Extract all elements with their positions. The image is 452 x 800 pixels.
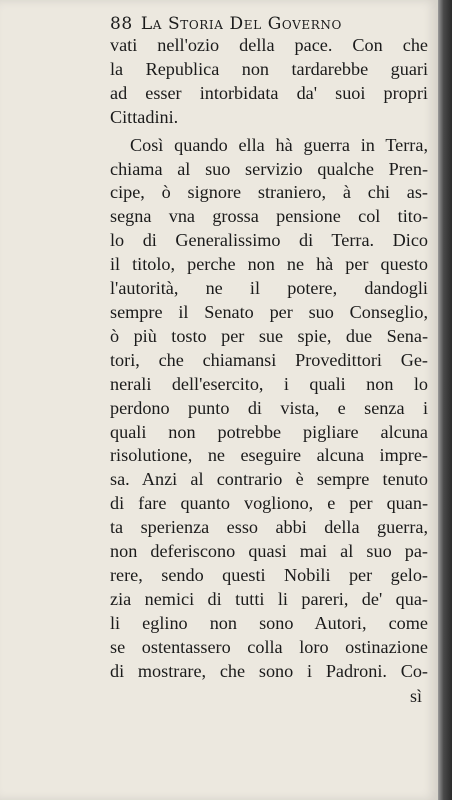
text-line: non deferiscono quasi mai al suo pa- [110,541,428,562]
text-block [110,14,428,707]
text-line: ad esser intorbidata da' suoi propri [110,82,428,103]
text-line: chiama al suo servizio qualche Pren- [110,158,428,179]
text-line: rere, sendo questi Nobili per gelo- [110,564,428,585]
text-line: di fare quanto vogliono, e per quan- [110,493,428,514]
text-line: tori, che chiamansi Provedittori Ge- [110,349,428,370]
text-line: Così quando ella hà guerra in Terra, [130,134,428,155]
text-line: lo di Generalissimo di Terra. Dico [110,230,428,251]
text-line: quali non potrebbe pigliare alcuna [110,421,428,442]
text-line: risolutione, ne eseguire alcuna impre- [110,445,428,466]
text-line: se ostentassero colla loro ostinazione [110,636,428,657]
text-line: sempre il Senato per suo Conseglio, [110,301,428,322]
text-line: il titolo, perche non ne hà per questo [110,254,428,275]
running-head [110,14,428,34]
text-line: perdono punto di vista, e senza i [110,397,428,418]
paragraph-2 [110,134,428,684]
text-line: nerali dell'esercito, i quali non lo [110,373,428,394]
text-line: la Republica non tardarebbe guari [110,58,428,79]
text-line: ò più tosto per sue spie, due Sena- [110,325,428,346]
catchword: sì [409,686,422,707]
text-line: li eglino non sono Autori, come [110,612,428,633]
text-line: l'autorità, ne il potere, dandogli [110,278,428,299]
text-line: zia nemici di tutti li pareri, de' qua- [110,588,428,609]
text-line: vati nell'ozio della pace. Con che [110,35,428,55]
text-line: ta sperienza esso abbi della guerra, [110,517,428,538]
paragraph-1 [110,34,428,130]
page-edge-shadow [438,0,452,800]
text-line: sa. Anzi al contrario è sempre tenuto [110,469,428,490]
text-line: di mostrare, che sono i Padroni. Co- [110,660,428,681]
page-number: 88 [110,14,133,34]
text-line: segna vna grossa pensione col tito- [110,206,428,227]
text-line: cipe, ò signore straniero, à chi as- [110,182,428,203]
running-title: La Storia Del Governo [140,14,342,34]
text-line: Cittadini. [110,106,179,127]
